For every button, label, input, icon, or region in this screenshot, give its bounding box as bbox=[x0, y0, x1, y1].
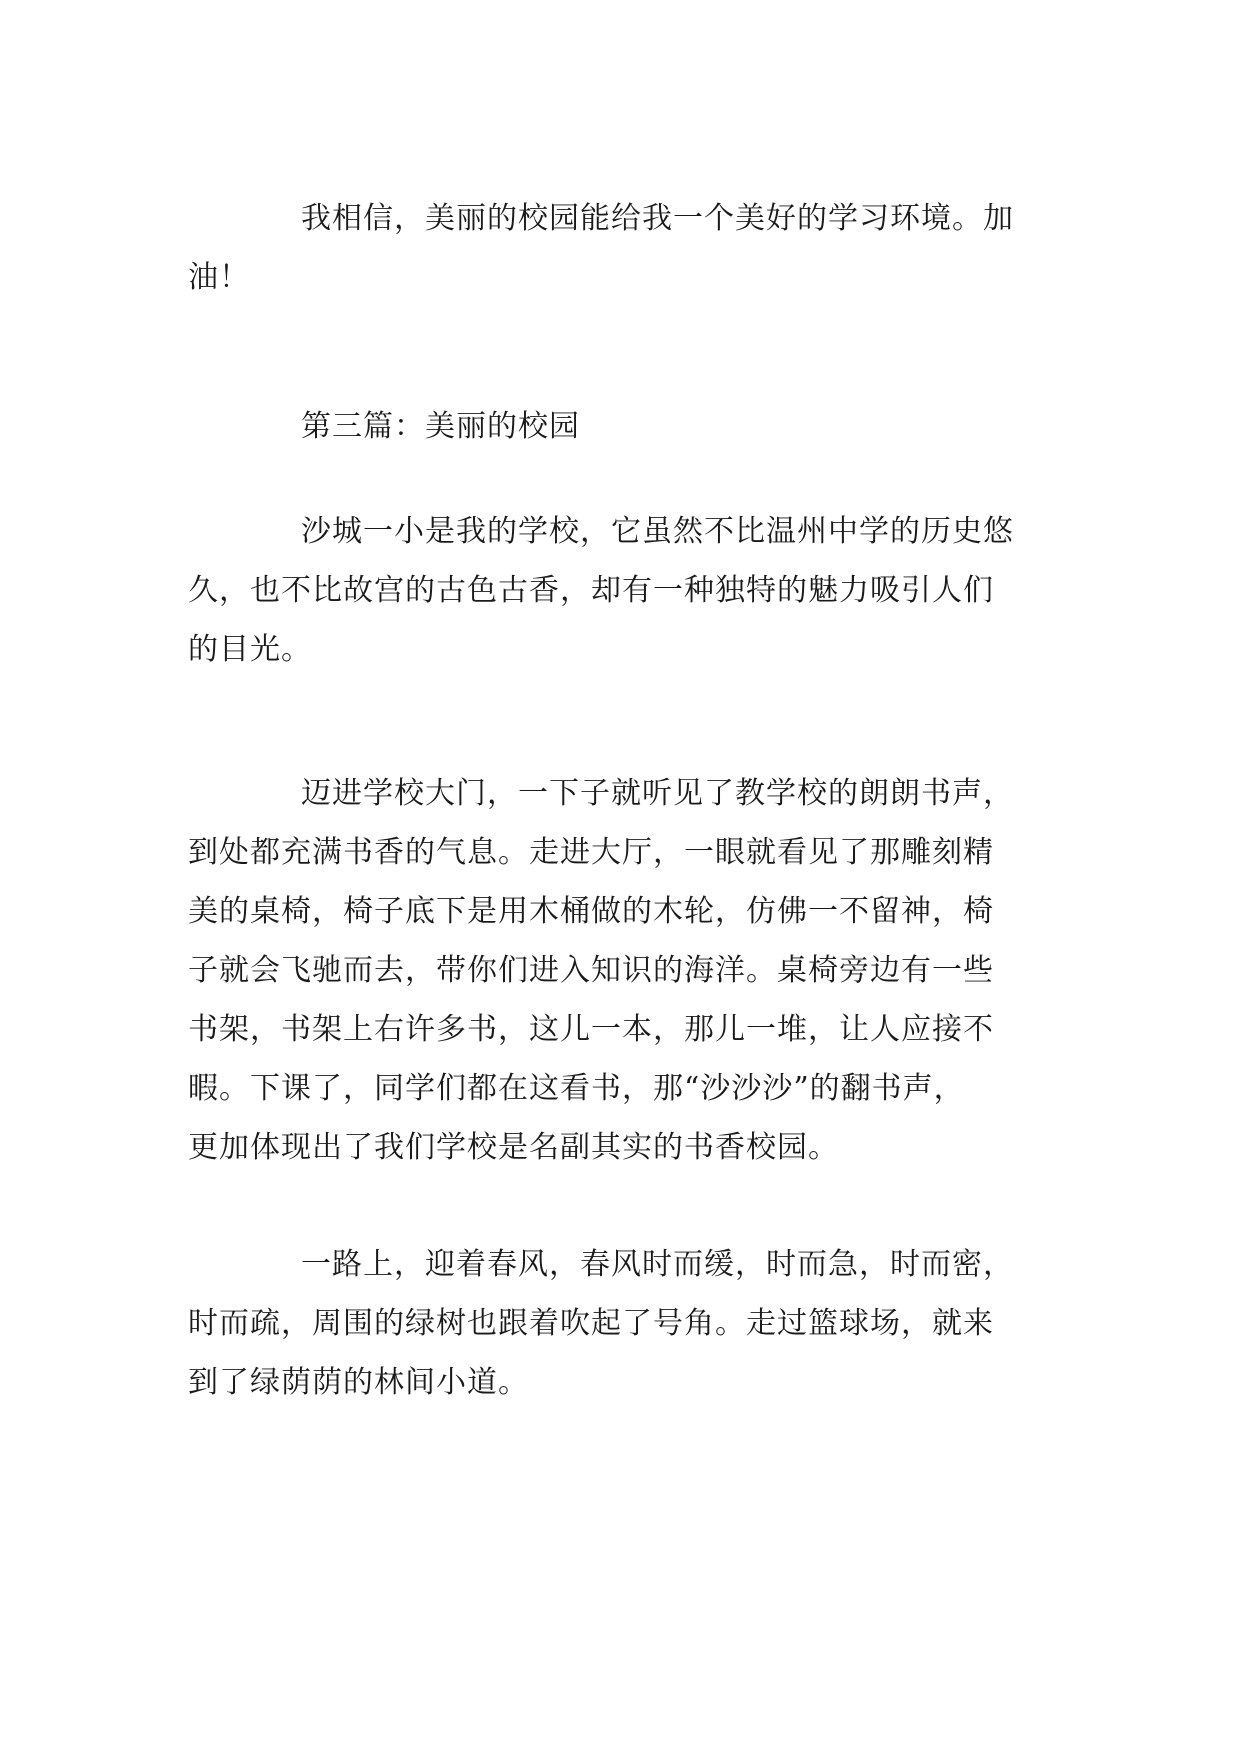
heading-text: 第三篇：美丽的校园 bbox=[301, 409, 580, 444]
section-heading bbox=[188, 397, 1063, 456]
text-line: 油！ bbox=[188, 260, 250, 295]
paragraph-gate bbox=[188, 764, 1063, 1177]
text-line: 暇。下课了，同学们都在这看书，那“沙沙沙”的翻书声， bbox=[188, 1071, 965, 1106]
text-line: 一路上，迎着春风，春风时而缓，时而急，时而密， bbox=[301, 1247, 1014, 1282]
paragraph-path bbox=[188, 1235, 1063, 1412]
text-line: 的目光。 bbox=[188, 632, 312, 667]
text-line: 沙城一小是我的学校，它虽然不比温州中学的历史悠 bbox=[301, 514, 1014, 549]
paragraph-intro bbox=[188, 502, 1063, 679]
text-line: 到处都充满书香的气息。走进大厅，一眼就看见了那雕刻精 bbox=[188, 835, 994, 870]
text-line: 书架，书架上右许多书，这儿一本，那儿一堆，让人应接不 bbox=[188, 1012, 994, 1047]
text-line: 迈进学校大门，一下子就听见了教学校的朗朗书声， bbox=[301, 776, 1014, 811]
text-line: 到了绿荫荫的林间小道。 bbox=[188, 1365, 529, 1400]
text-line: 更加体现出了我们学校是名副其实的书香校园。 bbox=[188, 1130, 839, 1165]
text-line: 子就会飞驰而去，带你们进入知识的海洋。桌椅旁边有一些 bbox=[188, 953, 994, 988]
text-line: 我相信，美丽的校园能给我一个美好的学习环境。加 bbox=[301, 201, 1014, 236]
paragraph-closing bbox=[188, 189, 1063, 307]
text-line: 久，也不比故宫的古色古香，却有一种独特的魅力吸引人们 bbox=[188, 573, 994, 608]
text-line: 美的桌椅，椅子底下是用木桶做的木轮，仿佛一不留神，椅 bbox=[188, 894, 994, 929]
text-line: 时而疏，周围的绿树也跟着吹起了号角。走过篮球场，就来 bbox=[188, 1306, 994, 1341]
